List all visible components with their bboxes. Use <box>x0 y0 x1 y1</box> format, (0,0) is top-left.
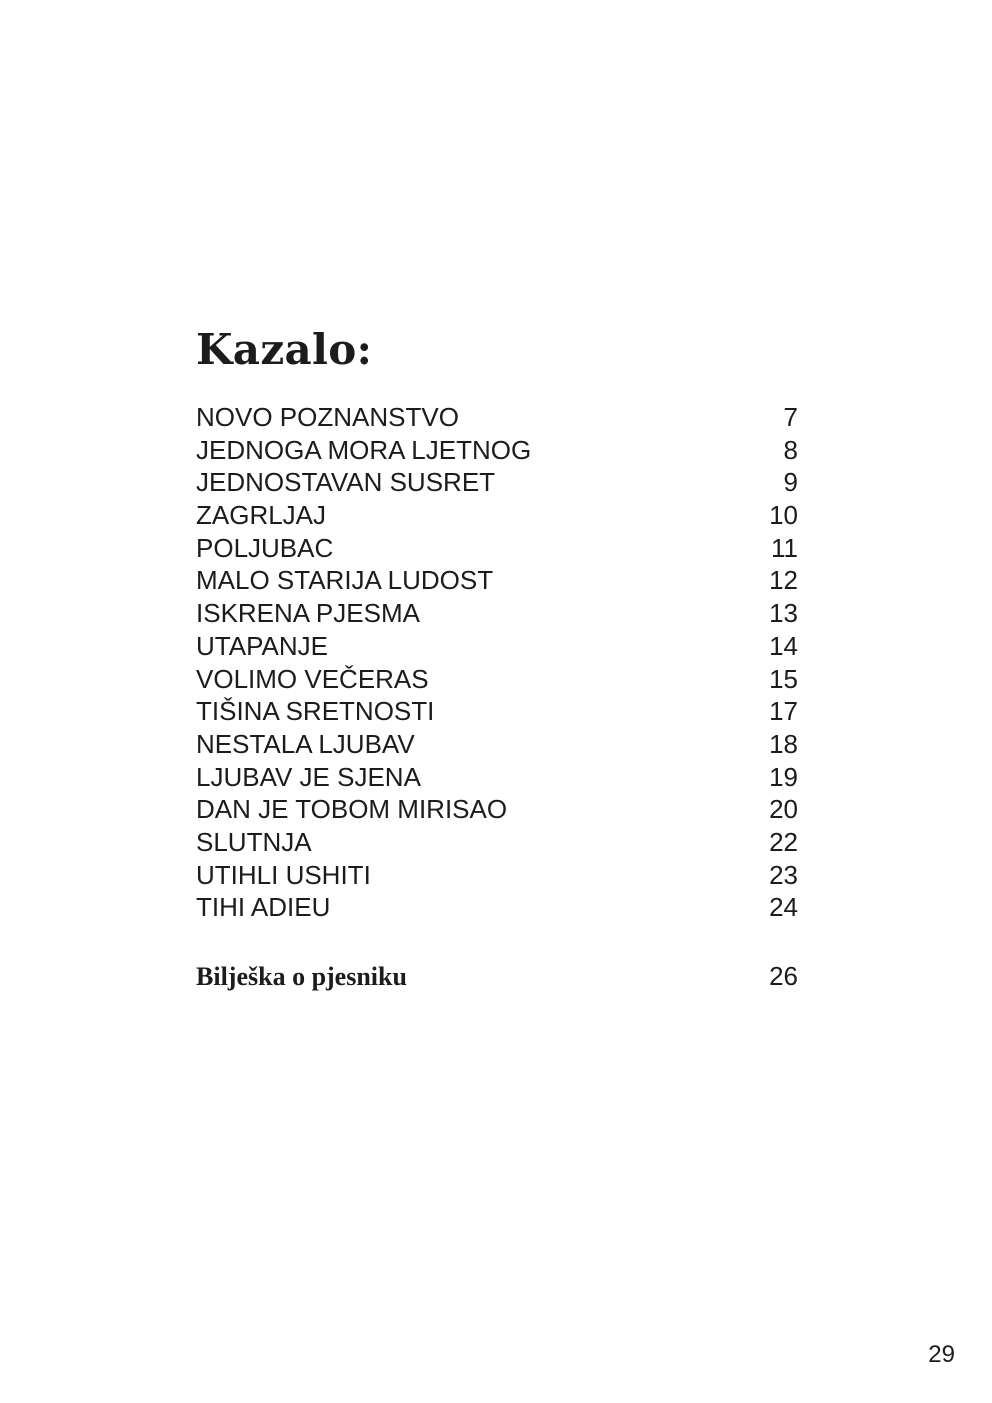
toc-entry <box>196 891 798 924</box>
toc-entry <box>196 564 798 597</box>
toc-entry <box>196 663 798 696</box>
toc-entry-title: ZAGRLJAJ <box>196 500 327 531</box>
toc-entry-page: 18 <box>769 728 798 759</box>
toc-entry-title: ISKRENA PJESMA <box>196 598 420 629</box>
toc-entry-title: DAN JE TOBOM MIRISAO <box>196 794 508 825</box>
toc-entry-title: UTAPANJE <box>196 630 328 661</box>
toc-entry-page: 24 <box>769 892 798 923</box>
toc-afterword-entry <box>196 960 798 993</box>
toc-entry-title: NOVO POZNANSTVO <box>196 402 459 432</box>
toc-entry-title: JEDNOSTAVAN SUSRET <box>196 467 496 498</box>
toc-entry-page: 11 <box>771 532 798 563</box>
toc-entry-title: TIHI ADIEU <box>196 892 331 923</box>
toc-entry <box>196 401 798 434</box>
toc-entry <box>196 761 798 794</box>
toc-title: Kazalo: <box>196 325 373 374</box>
toc-entry <box>196 728 798 761</box>
toc-entry <box>196 630 798 663</box>
toc-entry-page: 8 <box>783 434 798 465</box>
toc-entry <box>196 826 798 859</box>
toc-entry-title: TIŠINA SRETNOSTI <box>196 696 435 727</box>
toc-entry <box>196 434 798 467</box>
toc-entry-page: 10 <box>769 500 798 531</box>
toc-entry-page: 12 <box>769 565 798 596</box>
toc-list <box>196 401 798 924</box>
toc-entry-title: JEDNOGA MORA LJETNOG <box>196 434 532 465</box>
toc-entry-title: POLJUBAC <box>196 532 334 563</box>
toc-entry <box>196 859 798 892</box>
afterword-title: Bilješka o pjesniku <box>196 962 407 991</box>
toc-entry-page: 17 <box>769 696 798 727</box>
toc-entry-page: 23 <box>769 859 798 890</box>
toc-entry-title: SLUTNJA <box>196 826 312 857</box>
toc-entry-title: UTIHLI USHITI <box>196 859 371 890</box>
toc-entry <box>196 695 798 728</box>
toc-entry-page: 9 <box>783 467 798 498</box>
toc-entry-page: 7 <box>783 402 798 432</box>
toc-entry-page: 15 <box>769 663 798 694</box>
page-number: 29 <box>928 1341 955 1368</box>
toc-entry-page: 20 <box>769 794 798 825</box>
toc-entry <box>196 532 798 565</box>
toc-entry-title: NESTALA LJUBAV <box>196 728 415 759</box>
afterword-page: 26 <box>769 961 798 991</box>
toc-entry-page: 22 <box>769 826 798 857</box>
toc-entry-page: 13 <box>769 598 798 629</box>
toc-entry-title: MALO STARIJA LUDOST <box>196 565 494 596</box>
toc-entry <box>196 793 798 826</box>
toc-entry-title: VOLIMO VEČERAS <box>196 663 429 694</box>
toc-entry <box>196 597 798 630</box>
toc-entry-page: 14 <box>769 630 798 661</box>
toc-entry <box>196 466 798 499</box>
toc-entry-page: 19 <box>769 761 798 792</box>
toc-entry-title: LJUBAV JE SJENA <box>196 761 421 792</box>
toc-entry <box>196 499 798 532</box>
